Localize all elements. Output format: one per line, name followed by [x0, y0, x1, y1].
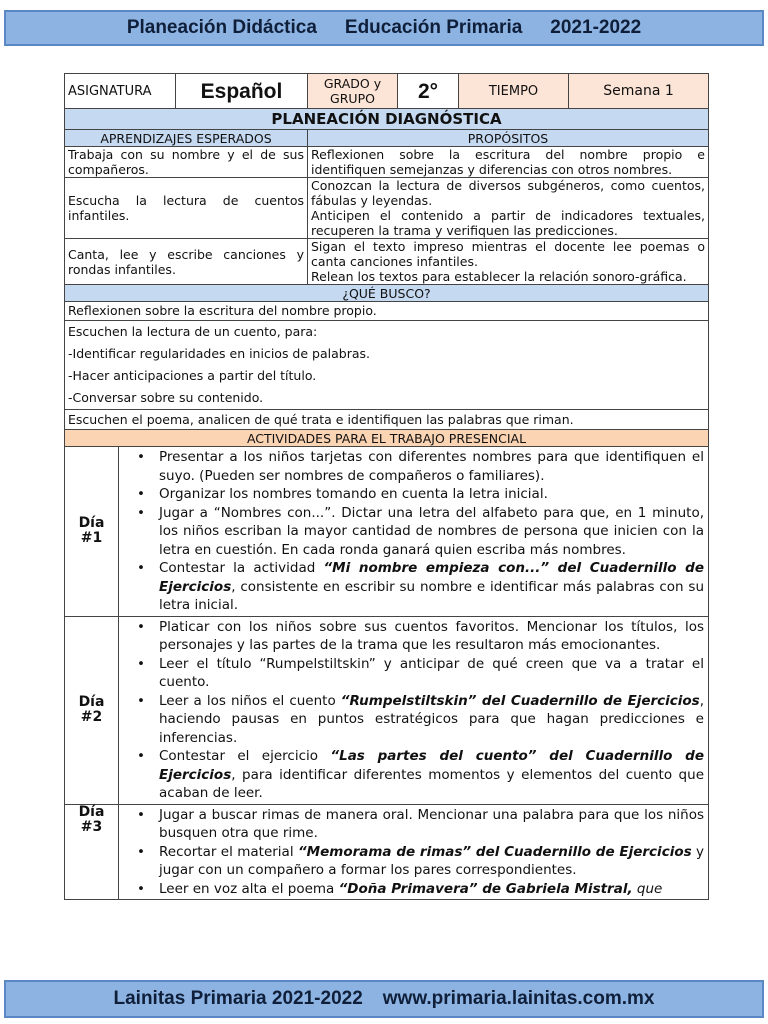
proposito-cell: [308, 147, 709, 178]
dia-activities: [119, 804, 709, 900]
dia-label: [65, 447, 119, 617]
propositos-header: PROPÓSITOS: [308, 130, 709, 147]
footer-banner: [4, 980, 764, 1018]
education-level: Educación Primaria: [344, 17, 523, 38]
proposito-text: Sigan el texto impreso mientras el docente lee poemas o canta canciones infantiles.: [311, 239, 705, 269]
grade-value: 2°: [398, 74, 459, 109]
dia-label: [65, 616, 119, 804]
aprendizaje-text: Escucha la lectura de cuentos infantiles.: [65, 178, 308, 239]
time-value: Semana 1: [569, 74, 709, 109]
activity-item: • Leer el título “Rumpelstiltskin” y anticipar de qué creen que va a tratar el cuento.: [159, 655, 704, 692]
dia-word: Día: [78, 515, 105, 532]
que-busco-item: -Conversar sobre su contenido.: [68, 390, 264, 405]
footer-brand: Lainitas Primaria 2021-2022: [113, 988, 363, 1009]
header-banner: [4, 10, 764, 46]
aprendizaje-text: Canta, lee y escribe canciones y rondas infantiles.: [65, 239, 308, 285]
time-label: TIEMPO: [459, 74, 569, 109]
activity-item: • Contestar el ejercicio “Las partes del cuento” del Cuadernillo de Ejercicios, para identificar diferentes momentos y elementos del cuento que acaban de leer.: [159, 747, 704, 803]
aprendizaje-text: Trabaja con su nombre y el de sus compañeros.: [65, 147, 308, 178]
school-year: 2021-2022: [550, 17, 642, 38]
dia-row: [65, 804, 709, 900]
que-busco-item: Escuchen el poema, analicen de qué trata e identifiquen las palabras que riman.: [65, 410, 709, 430]
proposito-cell: [308, 178, 709, 239]
dia-number: #1: [80, 530, 103, 547]
actividades-header-row: [65, 430, 709, 447]
que-busco-row: [65, 410, 709, 430]
dia-number: #3: [80, 818, 103, 835]
proposito-cell: [308, 239, 709, 285]
dia-activities: [119, 616, 709, 804]
activity-item: • Recortar el material “Memorama de rimas” del Cuadernillo de Ejercicios y jugar con un compañero a formar los pares correspondientes.: [159, 843, 704, 880]
dia-row: [65, 447, 709, 617]
activity-item: • Platicar con los niños sobre sus cuentos favoritos. Mencionar los títulos, los personajes y las partes de la trama que les resultaron más emocionantes.: [159, 618, 704, 655]
que-busco-row: [65, 302, 709, 321]
footer-url[interactable]: www.primaria.lainitas.com.mx: [382, 988, 655, 1009]
activity-item: • Leer a los niños el cuento “Rumpelstiltskin” del Cuadernillo de Ejercicios, haciendo pausas en puntos estratégicos para que hagan predicciones e inferencias.: [159, 692, 704, 748]
que-busco-item: Escuchen la lectura de un cuento, para:: [68, 324, 318, 339]
activity-item: • Jugar a “Nombres con...”. Dictar una letra del alfabeto para que, en 1 minuto, los niños escriban la mayor cantidad de nombres de persona que inicien con la letra en cuestión. En cada ronda ganará quien escriba más nombres.: [159, 504, 704, 560]
que-busco-item: -Hacer anticipaciones a partir del título.: [68, 368, 317, 383]
activity-item: • Jugar a buscar rimas de manera oral. Mencionar una palabra para que los niños busquen otra que rime.: [159, 806, 704, 843]
dia-number: #2: [80, 709, 103, 725]
aprendizajes-header: APRENDIZAJES ESPERADOS: [65, 130, 308, 147]
que-busco-header-row: [65, 285, 709, 302]
dia-row: [65, 616, 709, 804]
que-busco-item: Reflexionen sobre la escritura del nombre propio.: [65, 302, 709, 321]
proposito-text: Conozcan la lectura de diversos subgéneros, como cuentos, fábulas y leyendas.: [311, 178, 705, 208]
section-title-row: [65, 109, 709, 130]
aprendizaje-row: [65, 239, 709, 285]
columns-row: [65, 130, 709, 147]
document-title: Planeación Didáctica: [126, 17, 317, 38]
section-title: PLANEACIÓN DIAGNÓSTICA: [65, 109, 709, 130]
dia-word: Día: [78, 803, 105, 820]
que-busco-row: [65, 321, 709, 410]
proposito-text: Relean los textos para establecer la relación sonoro-gráfica.: [311, 269, 687, 284]
activity-item: • Leer en voz alta el poema “Doña Primavera” de Gabriela Mistral, que: [159, 880, 704, 899]
dia-activities: [119, 447, 709, 617]
que-busco-item: -Identificar regularidades en inicios de palabras.: [68, 346, 370, 361]
planning-table: [64, 73, 709, 900]
activity-item: • Presentar a los niños tarjetas con diferentes nombres para que identifiquen el suyo. (Pueden ser nombres de compañeros o familiares).: [159, 448, 704, 485]
aprendizaje-row: [65, 147, 709, 178]
activity-item: • Organizar los nombres tomando en cuenta la letra inicial.: [159, 485, 704, 504]
info-row: [65, 74, 709, 109]
actividades-title: ACTIVIDADES PARA EL TRABAJO PRESENCIAL: [65, 430, 709, 447]
subject-value: Español: [176, 74, 308, 109]
grade-label: GRADO y GRUPO: [308, 74, 398, 109]
subject-label: ASIGNATURA: [65, 74, 176, 109]
proposito-text: Reflexionen sobre la escritura del nombre propio e identifiquen semejanzas y diferencias con otros nombres.: [311, 147, 705, 177]
dia-word: Día: [78, 694, 105, 710]
que-busco-title: ¿QUÉ BUSCO?: [65, 285, 709, 302]
activity-item: • Contestar la actividad “Mi nombre empieza con...” del Cuadernillo de Ejercicios, consistente en escribir su nombre e identificar más palabras con su letra inicial.: [159, 559, 704, 615]
aprendizaje-row: [65, 178, 709, 239]
proposito-text: Anticipen el contenido a partir de indicadores textuales, recuperen la trama y verifiquen las predicciones.: [311, 208, 705, 238]
dia-label: [65, 804, 119, 900]
que-busco-list: [65, 321, 709, 410]
